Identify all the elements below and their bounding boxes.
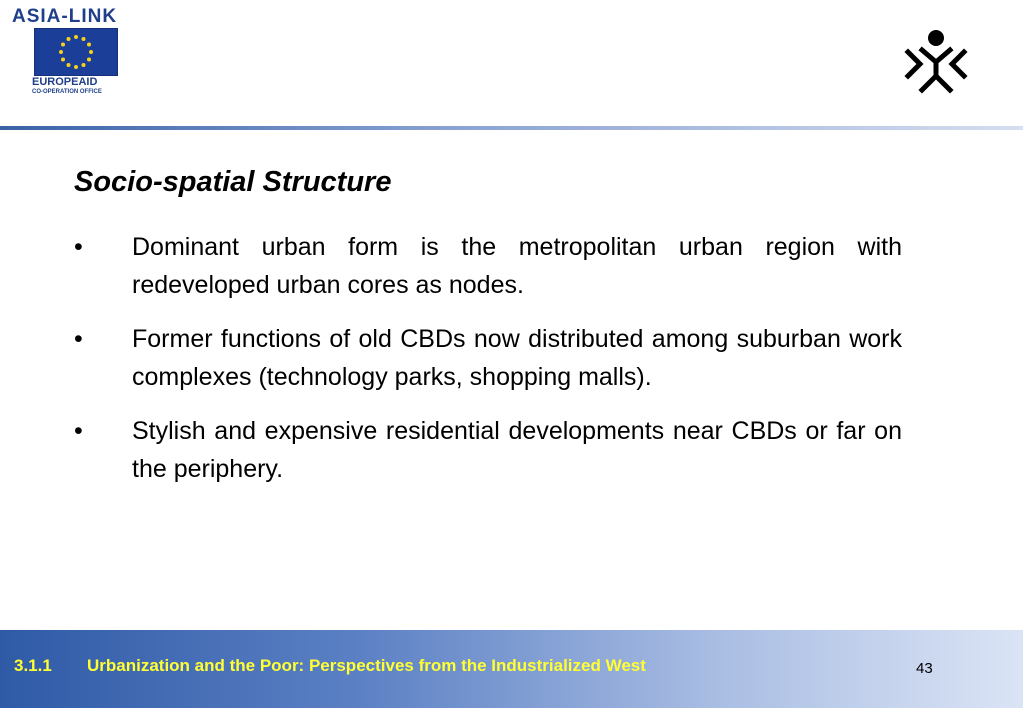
bullet-text: Former functions of old CBDs now distributed among suburban work complexes (technology parks, shopping malls).	[132, 325, 902, 391]
bullet-item	[74, 320, 902, 396]
asia-link-logo-text: ASIA-LINK	[12, 6, 118, 27]
page-number: 43	[916, 660, 933, 677]
bullet-text: Dominant urban form is the metropolitan urban region with redeveloped urban cores as nodes.	[132, 233, 902, 299]
cooperation-office-logo-text: CO-OPERATION OFFICE	[32, 89, 102, 95]
header-divider	[0, 126, 1023, 130]
footer-bar	[0, 630, 1023, 708]
footer-section-number: 3.1.1	[14, 656, 52, 675]
asia-link-europeaid-logo	[10, 6, 140, 98]
eu-flag-icon	[34, 28, 118, 76]
stylized-figure-emblem-icon	[900, 28, 972, 100]
bullet-marker: •	[74, 417, 83, 445]
bullet-marker: •	[74, 233, 83, 261]
bullet-item	[74, 228, 902, 304]
europeaid-logo-text: EUROPEAID	[32, 76, 98, 88]
footer-title: Urbanization and the Poor: Perspectives from the Industrialized West	[87, 656, 646, 675]
slide-title: Socio-spatial Structure	[74, 166, 392, 198]
bullet-text: Stylish and expensive residential developments near CBDs or far on the periphery.	[132, 417, 902, 483]
bullet-list	[74, 228, 902, 504]
bullet-marker: •	[74, 325, 83, 353]
bullet-item	[74, 412, 902, 488]
